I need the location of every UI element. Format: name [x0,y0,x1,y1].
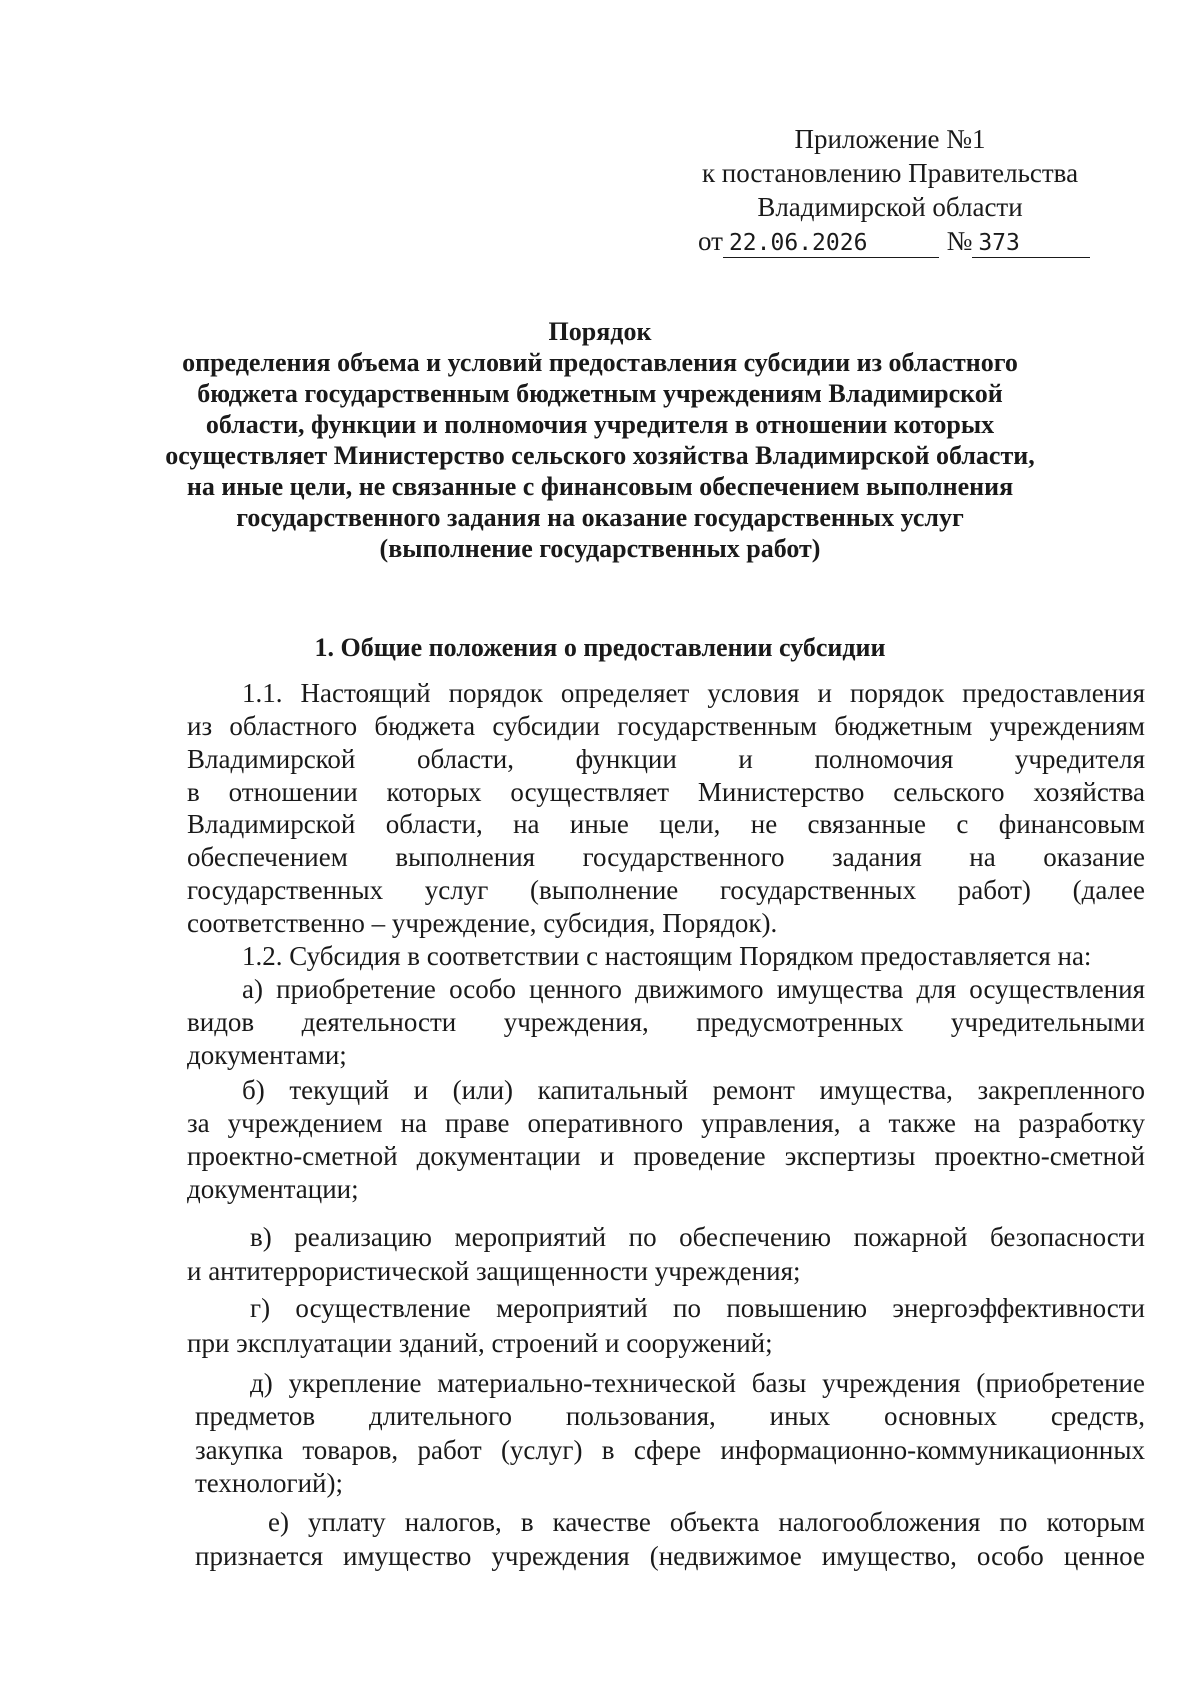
title-line: осуществляет Министерство сельского хозяйства Владимирской области, [165,441,1035,470]
annex-header [690,122,1090,258]
body-line: 1.1. Настоящий порядок определяет условия и порядок предоставления [242,678,1145,708]
body-line: в отношении которых осуществляет Министерство сельского хозяйства [187,777,1145,807]
annex-region: Владимирской области [757,192,1023,222]
annex-date-number [690,224,1090,258]
body-line: при эксплуатации зданий, строений и сооружений; [187,1328,773,1358]
body-line: технологий); [195,1468,343,1498]
document-title [150,316,1050,564]
section-1-heading: 1. Общие положения о предоставлении субсидии [314,633,886,662]
body-line: предметов длительного пользования, иных основных средств, [195,1401,1145,1431]
title-heading: Порядок [548,317,652,346]
body-line: документации; [187,1174,359,1204]
annex-title: Приложение №1 [794,124,986,154]
body-line: и антитеррористической защищенности учреждения; [187,1256,801,1286]
from-label: от [698,226,723,256]
body-line: г) осуществление мероприятий по повышению энергоэффективности [250,1293,1145,1323]
body-line: из областного бюджета субсидии государственным бюджетным учреждениям [187,711,1145,741]
title-line: бюджета государственным бюджетным учреждениям Владимирской [197,379,1003,408]
annex-resolution-ref: к постановлению Правительства [701,158,1079,188]
title-line: на иные цели, не связанные с финансовым обеспечением выполнения [186,472,1014,501]
body-line: а) приобретение особо ценного движимого имущества для осуществления [242,974,1145,1004]
body-line: Владимирской области, функции и полномочия учредителя [187,744,1145,774]
body-line: проектно-сметной документации и проведение экспертизы проектно-сметной [187,1141,1145,1171]
body-line: в) реализацию мероприятий по обеспечению пожарной безопасности [250,1222,1145,1252]
body-line: видов деятельности учреждения, предусмотренных учредительными [187,1007,1145,1037]
body-line: 1.2. Субсидия в соответствии с настоящим Порядком предоставляется на: [242,941,1092,971]
resolution-number: 373 [972,229,1090,258]
title-line: (выполнение государственных работ) [379,534,821,563]
body-line: е) уплату налогов, в качестве объекта налогообложения по которым [268,1507,1145,1537]
number-label: № [946,226,973,256]
body-line: обеспечением выполнения государственного задания на оказание [187,842,1145,872]
resolution-date: 22.06.2026 [723,229,939,258]
title-line: государственного задания на оказание государственных услуг [236,503,964,532]
body-line: закупка товаров, работ (услуг) в сфере информационно-коммуникационных [195,1435,1145,1465]
body-line: признается имущество учреждения (недвижимое имущество, особо ценное [195,1541,1145,1571]
body-line: соответственно – учреждение, субсидия, Порядок). [187,908,778,938]
body-line: Владимирской области, на иные цели, не связанные с финансовым [187,809,1145,839]
body-line: документами; [187,1040,347,1070]
body-line: б) текущий и (или) капитальный ремонт имущества, закрепленного [242,1075,1145,1105]
title-line: области, функции и полномочия учредителя в отношении которых [205,410,995,439]
body-line: за учреждением на праве оперативного управления, а также на разработку [187,1108,1145,1138]
title-line: определения объема и условий предоставления субсидии из областного [182,348,1018,377]
body-line: государственных услуг (выполнение государственных работ) (далее [187,875,1145,905]
body-line: д) укрепление материально-технической базы учреждения (приобретение [250,1368,1145,1398]
